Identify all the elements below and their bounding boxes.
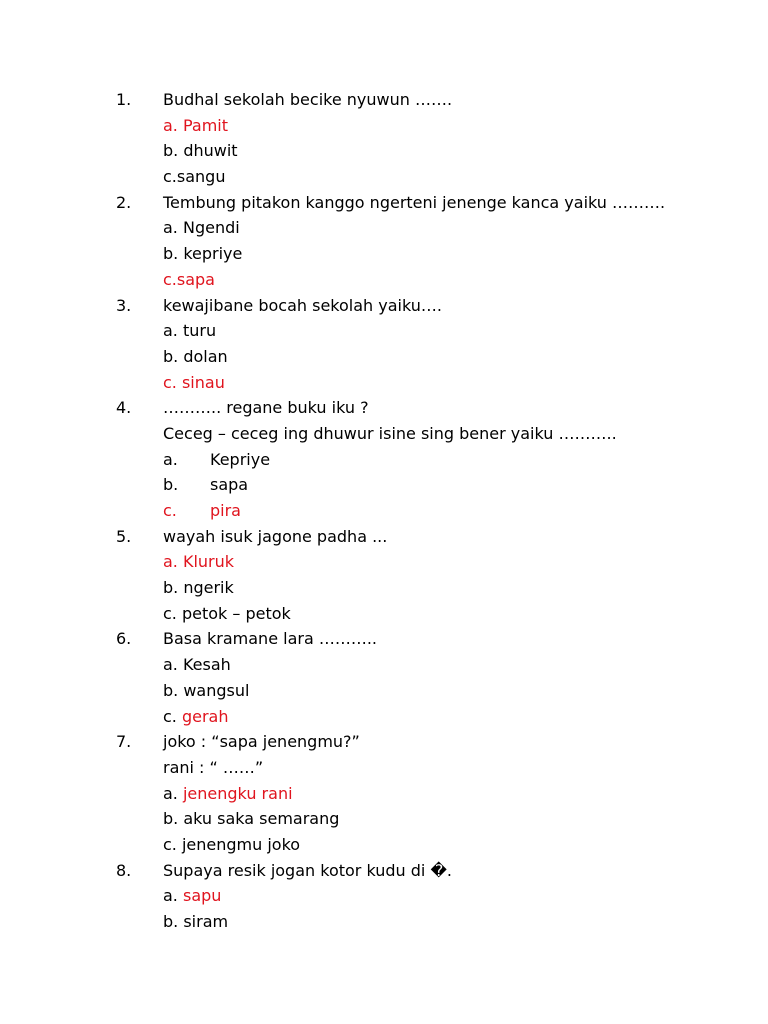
question-text: kewajibane bocah sekolah yaiku…. [163, 295, 442, 315]
option-a [0, 447, 768, 473]
option-text-answer: pira [210, 501, 241, 520]
option-c [0, 267, 768, 293]
option-text-answer: c.sapa [163, 269, 215, 289]
option-text-answer: sapu [182, 886, 222, 906]
question-instruction [0, 421, 768, 447]
option-a [0, 652, 768, 678]
question-text: Basa kramane lara ……….. [163, 629, 378, 649]
question-line-2 [0, 755, 768, 781]
option-text: b. aku saka semarang [163, 809, 340, 829]
option-text: a. turu [163, 321, 217, 341]
option-text: b. wangsul [163, 680, 250, 700]
question-text: wayah isuk jagone padha ... [163, 526, 388, 546]
option-c [0, 370, 768, 396]
option-b [0, 344, 768, 370]
option-text: b. ngerik [163, 578, 234, 598]
question-text: Supaya resik jogan kotor kudu di �. [163, 860, 452, 880]
question-number: 5. [116, 526, 132, 546]
option-a [0, 318, 768, 344]
option-text: c. petok – petok [163, 603, 291, 623]
question-8 [0, 858, 768, 884]
option-c [0, 601, 768, 627]
option-letter: c. [163, 501, 177, 520]
question-number: 3. [116, 295, 132, 315]
question-1 [0, 87, 768, 113]
option-a [0, 113, 768, 139]
option-c [0, 704, 768, 730]
option-c [0, 498, 768, 524]
option-text: Kepriye [210, 449, 271, 469]
option-a [0, 883, 768, 909]
option-c [0, 832, 768, 858]
question-3 [0, 293, 768, 319]
option-letter: a. [163, 886, 183, 906]
option-b [0, 678, 768, 704]
option-text-answer: a. Pamit [163, 115, 229, 135]
option-text: a. Ngendi [163, 218, 240, 238]
question-4 [0, 395, 768, 421]
option-text: b. kepriye [163, 244, 243, 264]
option-text: b. dolan [163, 346, 228, 366]
question-text: Budhal sekolah becike nyuwun ……. [163, 90, 453, 109]
option-text: b. dhuwit [163, 141, 238, 161]
option-b [0, 241, 768, 267]
question-number: 8. [116, 860, 132, 880]
option-text: c. jenengmu joko [163, 834, 301, 854]
question-number: 1. [116, 90, 132, 109]
question-number: 2. [116, 192, 132, 212]
instruction-text: Ceceg – ceceg ing dhuwur isine sing bener yaiku ……….. [163, 423, 617, 443]
question-number: 6. [116, 629, 132, 649]
question-text: Tembung pitakon kanggo ngerteni jenenge kanca yaiku ………. [163, 192, 666, 212]
option-text-answer: jenengku rani [182, 783, 293, 803]
option-text-answer: c. sinau [163, 372, 225, 392]
option-text-answer: a. Kluruk [163, 552, 235, 572]
question-text: joko : “sapa jenengmu?” [163, 732, 360, 752]
option-a [0, 215, 768, 241]
question-text: rani : “ ……” [163, 757, 264, 777]
question-number: 7. [116, 732, 132, 752]
option-letter: b. [163, 475, 179, 495]
option-text-answer: gerah [181, 706, 229, 726]
question-5 [0, 524, 768, 550]
option-letter: a. [163, 783, 183, 803]
option-a [0, 781, 768, 807]
option-a [0, 549, 768, 575]
option-letter: a. [163, 449, 178, 469]
option-b [0, 575, 768, 601]
option-c [0, 164, 768, 190]
option-text: sapa [210, 475, 249, 495]
question-7 [0, 729, 768, 755]
question-6 [0, 626, 768, 652]
option-b [0, 909, 768, 935]
quiz-page [0, 87, 768, 935]
option-text: b. siram [163, 912, 229, 931]
option-b [0, 472, 768, 498]
option-text: a. Kesah [163, 655, 231, 675]
question-2 [0, 190, 768, 216]
question-number: 4. [116, 398, 132, 418]
question-text: ……….. regane buku iku ? [163, 398, 369, 418]
option-b [0, 806, 768, 832]
option-letter: c. [163, 706, 182, 726]
option-text: c.sangu [163, 167, 226, 187]
option-b [0, 138, 768, 164]
